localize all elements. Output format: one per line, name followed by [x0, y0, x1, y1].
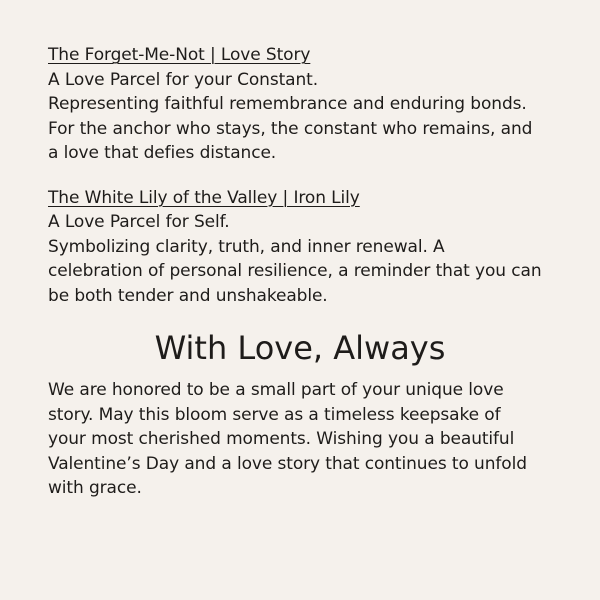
lily-of-the-valley-description-line: be both tender and unshakeable. [48, 285, 328, 306]
closing-message-line: Valentine’s Day and a love story that continues to unfold [48, 453, 527, 474]
lily-of-the-valley-description-line: celebration of personal resilience, a reminder that you can [48, 261, 542, 281]
closing-message-line: your most cherished moments. Wishing you a beautiful [48, 429, 515, 449]
forget-me-not-description-line: a love that defies distance. [48, 143, 277, 163]
forget-me-not-description-line: Representing faithful remembrance and enduring bonds. [48, 94, 527, 114]
closing-message [48, 378, 560, 501]
lily-of-the-valley-subtitle: A Love Parcel for Self. [48, 212, 230, 232]
forget-me-not-section [48, 43, 560, 166]
closing-message-line: We are honored to be a small part of your unique love [48, 380, 504, 400]
lily-of-the-valley-heading: The White Lily of the Valley | Iron Lily [48, 187, 360, 208]
forget-me-not-subtitle: A Love Parcel for your Constant. [48, 69, 319, 90]
forget-me-not-heading: The Forget-Me-Not | Love Story [48, 45, 311, 65]
forget-me-not-description-line: For the anchor who stays, the constant who remains, and [48, 118, 533, 139]
closing-message-line: with grace. [48, 478, 142, 498]
closing-message-line: story. May this bloom serve as a timeless keepsake of [48, 404, 501, 425]
closing-title: With Love, Always [154, 329, 446, 367]
lily-of-the-valley-description-line: Symbolizing clarity, truth, and inner renewal. A [48, 236, 445, 257]
lily-of-the-valley-section [48, 186, 560, 309]
